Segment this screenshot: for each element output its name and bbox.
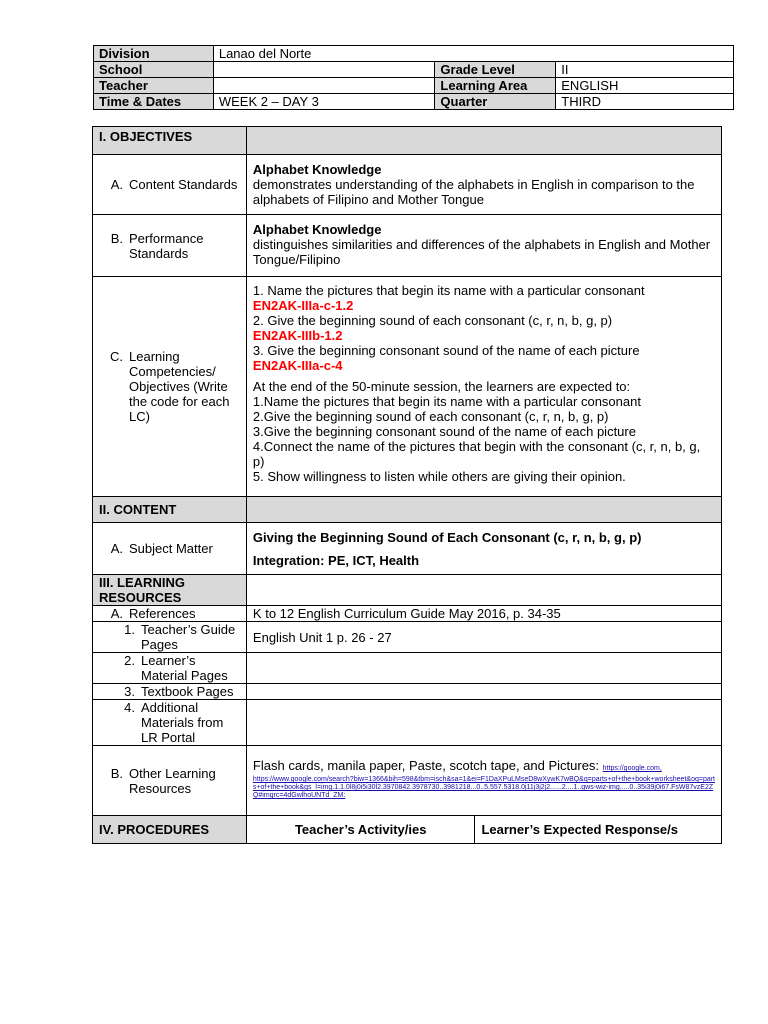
textbook-label-wrap	[99, 684, 240, 699]
school-label: School	[94, 62, 214, 78]
additional-materials-label: Additional Materials from LR Portal	[141, 700, 224, 745]
grade-value: II	[556, 62, 734, 78]
lc-item-2-code: EN2AK-IIIb-1.2	[252, 328, 343, 343]
lesson-plan-table	[92, 126, 722, 844]
lc-item-1-code: EN2AK-IIIa-c-1.2	[252, 298, 354, 313]
session-item-5: 5. Show willingness to listen while others are giving their opinion.	[252, 469, 626, 484]
content-standards-text: demonstrates understanding of the alphabets in English in comparison to the alphabets of Filipino and Mother Tongue	[252, 177, 695, 207]
additional-materials-label-wrap	[99, 700, 240, 745]
textbook-row	[93, 684, 722, 700]
other-resources-cell	[93, 746, 247, 816]
lc-item-1-text: 1. Name the pictures that begin its name with a particular consonant	[252, 283, 645, 298]
other-resources-row	[93, 746, 722, 816]
integration-text: Integration: PE, ICT, Health	[252, 553, 420, 568]
procedures-header-row	[93, 816, 722, 844]
teacher-label: Teacher	[94, 78, 214, 94]
teachers-guide-value: English Unit 1 p. 26 - 27	[246, 622, 721, 653]
content-blank	[246, 497, 721, 523]
resources-title: III. LEARNING RESOURCES	[93, 575, 247, 606]
subject-matter-letter: A.	[110, 541, 123, 556]
teachers-guide-row	[93, 622, 722, 653]
learners-material-label-wrap	[99, 653, 240, 683]
learning-competencies-letter: C.	[110, 349, 123, 364]
division-label: Division	[94, 46, 214, 62]
learners-response-header: Learner’s Expected Response/s	[475, 816, 722, 844]
performance-standards-text: distinguishes similarities and differences of the alphabets in English and Mother Tongue/Filipino	[252, 237, 711, 267]
learning-competencies-cell	[93, 277, 247, 497]
textbook-num: 3.	[124, 684, 135, 699]
textbook-value	[246, 684, 721, 700]
learning-competencies-label: Learning Competencies/ Objectives (Write the code for each LC)	[129, 349, 230, 424]
textbook-cell	[93, 684, 247, 700]
subject-matter-label: Subject Matter	[129, 541, 213, 556]
performance-standards-value	[246, 215, 721, 277]
learning-competencies-label-wrap	[99, 349, 240, 424]
header-table	[93, 45, 734, 110]
learners-material-row	[93, 653, 722, 684]
content-standards-cell	[93, 155, 247, 215]
time-value: WEEK 2 – DAY 3	[213, 94, 435, 110]
subject-matter-cell	[93, 523, 247, 575]
references-letter: A.	[110, 606, 123, 621]
grade-label: Grade Level	[435, 62, 556, 78]
performance-standards-cell	[93, 215, 247, 277]
learners-material-num: 2.	[124, 653, 135, 668]
teachers-guide-label: Teacher’s Guide Pages	[141, 622, 236, 652]
school-value	[213, 62, 435, 78]
teachers-guide-cell	[93, 622, 247, 653]
header-row-teacher	[94, 78, 734, 94]
time-label: Time & Dates	[94, 94, 214, 110]
session-item-2: 2.Give the beginning sound of each consonant (c, r, n, b, g, p)	[252, 409, 609, 424]
header-row-school	[94, 62, 734, 78]
additional-materials-value	[246, 700, 721, 746]
textbook-label: Textbook Pages	[141, 684, 234, 699]
performance-standards-row	[93, 215, 722, 277]
other-resources-text: Flash cards, manila paper, Paste, scotch tape, and Pictures:	[252, 758, 603, 773]
area-value: ENGLISH	[556, 78, 734, 94]
additional-materials-row	[93, 700, 722, 746]
learning-competencies-row	[93, 277, 722, 497]
teacher-value	[213, 78, 435, 94]
performance-standards-letter: B.	[110, 230, 123, 246]
area-label: Learning Area	[435, 78, 556, 94]
objectives-section-row	[93, 127, 722, 155]
quarter-value: THIRD	[556, 94, 734, 110]
header-row-time	[94, 94, 734, 110]
session-item-4: 4.Connect the name of the pictures that begin with the consonant (c, r, n, b, g, p)	[252, 439, 701, 469]
resources-section-row	[93, 575, 722, 606]
lc-item-3-text: 3. Give the beginning consonant sound of the name of each picture	[252, 343, 640, 358]
session-intro: At the end of the 50-minute session, the learners are expected to:	[252, 379, 631, 394]
content-standards-letter: A.	[110, 177, 123, 192]
references-row	[93, 606, 722, 622]
learners-material-label: Learner’s Material Pages	[141, 653, 228, 683]
additional-materials-num: 4.	[124, 700, 135, 715]
references-label-wrap	[99, 606, 240, 621]
learners-material-value	[246, 653, 721, 684]
additional-materials-cell	[93, 700, 247, 746]
session-item-3: 3.Give the beginning consonant sound of the name of each picture	[252, 424, 636, 439]
other-resources-label-wrap	[99, 766, 240, 796]
other-resources-link-2[interactable]: https://www.google.com/search?biw=1366&bih=598&tbm=isch&sa=1&ei=F1DaXPuLMseD8wXywK7wBQ&q=parts+of+the+book+worksheet&oq=parts+of+the+book&gs_l=img.1.1.0l8j0i5i30l2.3970842.3978730..3981218...0..5.557.5318.0j11j3j2j2......2....1..gws-wiz-img.....0..35i39j0i67.FsW87vzE2ZQ#imgrc=4dGwlhoUNTd_ZM:	[252, 776, 716, 799]
objectives-title: I. OBJECTIVES	[93, 127, 247, 155]
content-standards-row	[93, 155, 722, 215]
references-label: References	[129, 606, 196, 621]
quarter-label: Quarter	[435, 94, 556, 110]
other-resources-link-1[interactable]: https://google.com,	[602, 765, 662, 772]
content-standards-label-wrap	[99, 177, 240, 192]
teachers-guide-num: 1.	[124, 622, 135, 637]
content-standards-title: Alphabet Knowledge	[252, 162, 382, 177]
performance-standards-title: Alphabet Knowledge	[252, 222, 382, 237]
content-title: II. CONTENT	[93, 497, 247, 523]
resources-blank	[246, 575, 721, 606]
subject-matter-title: Giving the Beginning Sound of Each Consonant (c, r, n, b, g, p)	[252, 530, 642, 545]
performance-standards-label-wrap	[99, 231, 240, 261]
teachers-guide-label-wrap	[99, 622, 240, 652]
content-section-row	[93, 497, 722, 523]
objectives-blank	[246, 127, 721, 155]
references-value: K to 12 English Curriculum Guide May 2016, p. 34-35	[246, 606, 721, 622]
subject-matter-label-wrap	[99, 541, 240, 556]
learners-material-cell	[93, 653, 247, 684]
references-cell	[93, 606, 247, 622]
other-resources-label: Other Learning Resources	[129, 765, 216, 796]
lc-item-2-text: 2. Give the beginning sound of each consonant (c, r, n, b, g, p)	[252, 313, 613, 328]
other-resources-letter: B.	[110, 765, 123, 781]
division-value: Lanao del Norte	[213, 46, 733, 62]
lc-item-3-code: EN2AK-IIIa-c-4	[252, 358, 343, 373]
content-standards-label: Content Standards	[129, 177, 238, 192]
teachers-activity-header: Teacher’s Activity/ies	[246, 816, 475, 844]
content-standards-value	[246, 155, 721, 215]
procedures-title: IV. PROCEDURES	[93, 816, 247, 844]
header-row-division	[94, 46, 734, 62]
session-item-1: 1.Name the pictures that begin its name with a particular consonant	[252, 394, 641, 409]
other-resources-value	[246, 746, 721, 816]
performance-standards-label: Performance Standards	[129, 230, 204, 261]
subject-matter-value	[246, 523, 721, 575]
subject-matter-row	[93, 523, 722, 575]
learning-competencies-value	[246, 277, 721, 497]
